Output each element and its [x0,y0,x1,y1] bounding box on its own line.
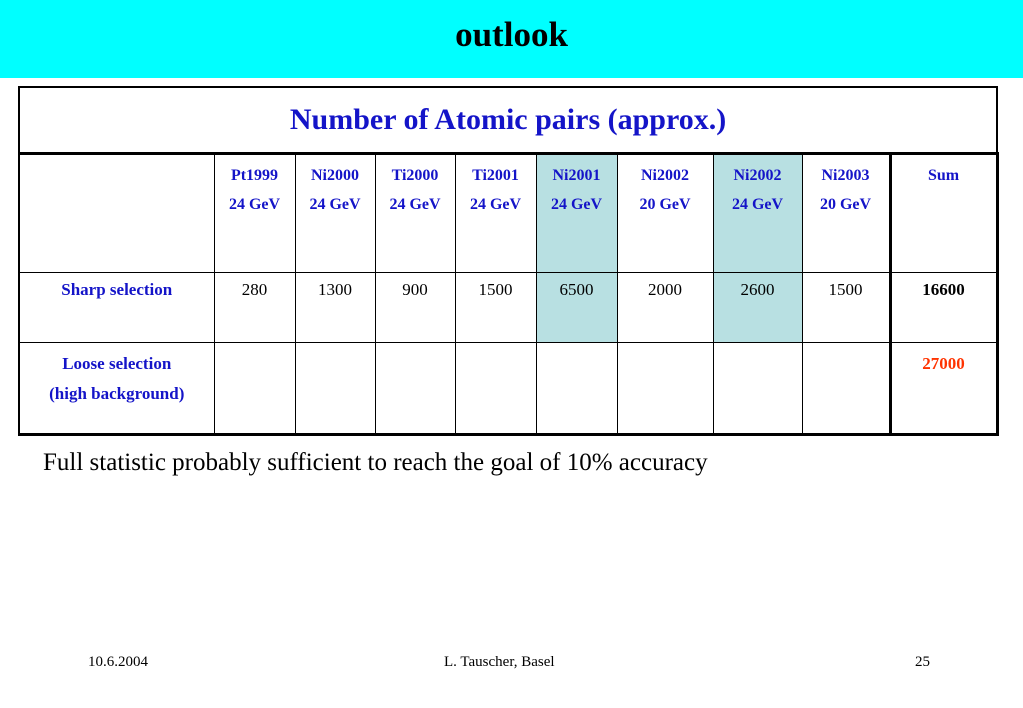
table-cell: 900 [375,273,455,343]
table-cell [295,343,375,435]
table-cell [455,343,536,435]
table-cell [713,343,802,435]
column-name: Ni2000 [311,167,359,184]
column-header [214,154,295,273]
table-cell-highlighted: 2600 [713,273,802,343]
column-energy: 24 GeV [309,196,361,213]
atomic-pairs-table-container [18,86,996,419]
table-header-row [19,154,997,273]
column-header [455,154,536,273]
column-name: Ni2003 [821,167,870,184]
table-cell-highlighted: 6500 [536,273,617,343]
footer-author: L. Tauscher, Basel [444,654,555,670]
table-cell [214,343,295,435]
sum-cell-sharp: 16600 [890,273,997,343]
table-cell: 1500 [455,273,536,343]
column-energy: 24 GeV [550,196,603,213]
column-energy: 24 GeV [228,196,281,213]
column-energy: 24 GeV [469,196,522,213]
row-label-sharp: Sharp selection [19,273,214,343]
conclusion-note: Full statistic probably sufficient to reach the goal of 10% accuracy [43,449,708,476]
table-caption: Number of Atomic pairs (approx.) [19,87,997,154]
row-label-line2: (high background) [49,384,185,403]
column-energy: 24 GeV [731,196,784,213]
column-name: Ti2000 [391,167,439,184]
column-header [295,154,375,273]
column-energy: 24 GeV [389,196,441,213]
header-empty-cell [19,154,214,273]
column-energy: 20 GeV [639,196,691,213]
footer-page-number: 25 [915,654,930,670]
column-energy: 20 GeV [819,196,872,213]
slide-title: outlook [455,15,568,54]
row-label-loose [19,343,214,435]
table-cell: 1500 [802,273,890,343]
table-cell: 2000 [617,273,713,343]
table-row-sharp-selection [19,273,997,343]
column-header-highlighted [713,154,802,273]
sum-cell-loose: 27000 [890,343,997,435]
table-row-loose-selection [19,343,997,435]
column-name: Ni2001 [552,167,601,184]
atomic-pairs-table [18,86,999,436]
column-name: Ni2002 [641,167,689,184]
column-header [802,154,890,273]
title-bar [0,0,1023,78]
row-label-line1: Loose selection [62,354,172,373]
table-cell: 1300 [295,273,375,343]
column-name: Pt1999 [230,167,279,184]
column-header [617,154,713,273]
column-name: Ti2001 [472,167,519,184]
column-header-highlighted [536,154,617,273]
table-cell [802,343,890,435]
column-name: Ni2002 [733,167,782,184]
footer-date: 10.6.2004 [88,654,148,670]
table-cell [536,343,617,435]
column-header [375,154,455,273]
table-cell [375,343,455,435]
table-cell [617,343,713,435]
table-cell: 280 [214,273,295,343]
sum-header: Sum [890,154,997,273]
